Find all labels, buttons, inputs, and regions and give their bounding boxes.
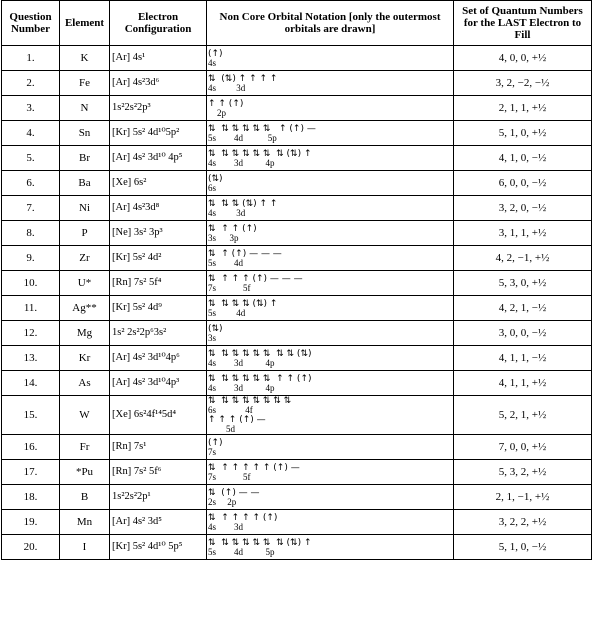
element-cell: W (60, 396, 110, 435)
question-number-cell: 3. (2, 96, 60, 121)
orbital-arrows: (⇅) (208, 173, 223, 184)
orbital-labels: 6s (208, 182, 217, 193)
orbital-notation-cell (207, 171, 454, 196)
orbital-arrows: ⇅ ↑ ↑ ↑ ↑ (↑) (208, 512, 278, 523)
orbital-labels: 3s 3p (208, 232, 239, 243)
element-cell: Ag** (60, 296, 110, 321)
orbital-labels: 5s 4d (208, 307, 246, 318)
orbital-labels: 7s (208, 446, 217, 457)
quantum-numbers-cell: 4, 1, 1, −½ (454, 346, 592, 371)
orbital-arrows: ⇅ ⇅ ⇅ ⇅ ⇅ ⇅ ⇅ (⇅) ↑ (208, 537, 312, 548)
orbital-arrows: ⇅ ⇅ ⇅ ⇅ ⇅ ⇅ ⇅ (⇅) ↑ (208, 148, 312, 159)
table-row (2, 510, 592, 535)
element-cell: Mn (60, 510, 110, 535)
quantum-numbers-cell: 5, 2, 1, +½ (454, 396, 592, 435)
header-row (2, 1, 592, 46)
quantum-numbers-cell: 5, 1, 0, −½ (454, 535, 592, 560)
table-row (2, 146, 592, 171)
quantum-numbers-cell: 7, 0, 0, +½ (454, 435, 592, 460)
orbital-labels: 2p (208, 107, 226, 118)
orbital-labels: 7s 5f (208, 471, 251, 482)
table-body (2, 46, 592, 560)
element-cell: As (60, 371, 110, 396)
header-quantum-numbers: Set of Quantum Numbers for the LAST Electron to Fill (454, 1, 592, 46)
question-number-cell: 15. (2, 396, 60, 435)
table-row (2, 296, 592, 321)
table-row (2, 460, 592, 485)
orbital-notation-cell (207, 435, 454, 460)
orbital-labels: 4s 3d (208, 521, 244, 532)
header-electron-configuration: Electron Configuration (110, 1, 207, 46)
table-row (2, 321, 592, 346)
element-cell: Sn (60, 121, 110, 146)
orbital-arrows: (⇅) (208, 323, 223, 334)
table-row (2, 271, 592, 296)
orbital-labels: 5s 4d 5p (208, 546, 275, 557)
question-number-cell: 19. (2, 510, 60, 535)
orbital-notation-cell (207, 71, 454, 96)
question-number-cell: 20. (2, 535, 60, 560)
orbital-notation-cell (207, 321, 454, 346)
quantum-numbers-cell: 2, 1, −1, +½ (454, 485, 592, 510)
question-number-cell: 13. (2, 346, 60, 371)
question-number-cell: 10. (2, 271, 60, 296)
table-row (2, 371, 592, 396)
orbital-labels: 4s 3d 4p (208, 382, 275, 393)
electron-configuration-cell: 1s²2s²2p¹ (110, 485, 207, 510)
element-cell: *Pu (60, 460, 110, 485)
quantum-numbers-cell: 4, 2, −1, +½ (454, 246, 592, 271)
table-row (2, 535, 592, 560)
quantum-numbers-cell: 4, 1, 0, −½ (454, 146, 592, 171)
question-number-cell: 8. (2, 221, 60, 246)
element-cell: P (60, 221, 110, 246)
question-number-cell: 14. (2, 371, 60, 396)
question-number-cell: 4. (2, 121, 60, 146)
question-number-cell: 12. (2, 321, 60, 346)
orbital-arrows: ⇅ ⇅ ⇅ ⇅ ⇅ ⇅ ↑ (↑) — (208, 123, 316, 134)
electron-configuration-cell: [Ar] 4s²3d⁸ (110, 196, 207, 221)
orbital-arrows: ⇅ ↑ ↑ (↑) (208, 223, 257, 234)
question-number-cell: 16. (2, 435, 60, 460)
electron-configuration-cell: [Ar] 4s² 3d⁵ (110, 510, 207, 535)
question-number-cell: 5. (2, 146, 60, 171)
orbital-arrows: (↑) (208, 48, 223, 59)
quantum-numbers-cell: 4, 0, 0, +½ (454, 46, 592, 71)
electron-configuration-cell: [Kr] 5s² 4d¹⁰5p² (110, 121, 207, 146)
question-number-cell: 6. (2, 171, 60, 196)
element-cell: Fe (60, 71, 110, 96)
orbital-arrows: ⇅ ⇅ ⇅ ⇅ ⇅ ⇅ ⇅ ⇅ (208, 396, 292, 406)
electron-configuration-cell: [Xe] 6s² (110, 171, 207, 196)
orbital-notation-cell (207, 121, 454, 146)
quantum-numbers-cell: 6, 0, 0, −½ (454, 171, 592, 196)
quantum-numbers-cell: 5, 1, 0, +½ (454, 121, 592, 146)
orbital-labels: 4s 3d (208, 82, 246, 93)
orbital-labels: 4s 3d 4p (208, 357, 275, 368)
quantum-numbers-cell: 3, 1, 1, +½ (454, 221, 592, 246)
element-cell: U* (60, 271, 110, 296)
table-row (2, 346, 592, 371)
orbital-labels: 6s 4f (208, 405, 253, 415)
orbital-labels-second-line: 5d (208, 424, 235, 434)
question-number-cell: 1. (2, 46, 60, 71)
header-question-number: Question Number (2, 1, 60, 46)
table-row (2, 485, 592, 510)
electron-configuration-cell: [Rn] 7s² 5f⁴ (110, 271, 207, 296)
quantum-numbers-cell: 5, 3, 2, +½ (454, 460, 592, 485)
element-cell: Zr (60, 246, 110, 271)
table-row (2, 71, 592, 96)
element-cell: B (60, 485, 110, 510)
quantum-numbers-cell: 4, 1, 1, +½ (454, 371, 592, 396)
element-cell: Mg (60, 321, 110, 346)
electron-configuration-cell: [Ne] 3s² 3p³ (110, 221, 207, 246)
electron-configuration-cell: [Ar] 4s² 3d¹⁰ 4p⁵ (110, 146, 207, 171)
quantum-numbers-cell: 5, 3, 0, +½ (454, 271, 592, 296)
element-cell: K (60, 46, 110, 71)
table-row (2, 171, 592, 196)
table-row (2, 121, 592, 146)
electron-configuration-cell: [Rn] 7s¹ (110, 435, 207, 460)
orbital-notation-cell (207, 296, 454, 321)
orbital-arrows: ⇅ ⇅ ⇅ ⇅ ⇅ ⇅ ⇅ ⇅ (⇅) (208, 348, 312, 359)
orbital-labels: 5s 4d (208, 257, 244, 268)
orbital-notation-cell (207, 221, 454, 246)
element-cell: N (60, 96, 110, 121)
orbital-arrows: ⇅ ⇅ ⇅ ⇅ (⇅) ↑ (208, 298, 278, 309)
electron-configuration-cell: 1s²2s²2p³ (110, 96, 207, 121)
electron-configuration-cell: [Ar] 4s¹ (110, 46, 207, 71)
orbital-notation-cell (207, 96, 454, 121)
table-row (2, 435, 592, 460)
electron-configuration-cell: [Rn] 7s² 5f⁶ (110, 460, 207, 485)
quantum-numbers-cell: 2, 1, 1, +½ (454, 96, 592, 121)
orbital-arrows: ⇅ (↑) — — (208, 487, 260, 498)
orbital-arrows: ⇅ ↑ ↑ ↑ ↑ ↑ (↑) — (208, 462, 300, 473)
question-number-cell: 9. (2, 246, 60, 271)
electron-configuration-cell: [Kr] 5s² 4d⁹ (110, 296, 207, 321)
orbital-labels: 3s (208, 332, 217, 343)
element-cell: Ba (60, 171, 110, 196)
electron-configuration-cell: [Ar] 4s² 3d¹⁰4p³ (110, 371, 207, 396)
orbital-labels: 5s 4d 5p (208, 132, 277, 143)
orbital-notation-cell (207, 271, 454, 296)
orbital-labels: 4s 3d 4p (208, 157, 275, 168)
electron-configuration-cell: [Ar] 4s² 3d¹⁰4p⁶ (110, 346, 207, 371)
element-cell: I (60, 535, 110, 560)
table-row (2, 396, 592, 435)
quantum-numbers-cell: 3, 2, 2, +½ (454, 510, 592, 535)
table-row (2, 221, 592, 246)
element-cell: Ni (60, 196, 110, 221)
orbital-notation-cell (207, 396, 454, 435)
quantum-numbers-table (1, 0, 592, 560)
orbital-notation-cell (207, 46, 454, 71)
orbital-labels: 4s (208, 57, 217, 68)
orbital-notation-cell (207, 196, 454, 221)
quantum-numbers-cell: 3, 2, 0, −½ (454, 196, 592, 221)
table-row (2, 196, 592, 221)
orbital-notation-cell (207, 535, 454, 560)
orbital-labels: 4s 3d (208, 207, 246, 218)
orbital-notation-cell (207, 460, 454, 485)
orbital-notation-cell (207, 146, 454, 171)
quantum-numbers-cell: 3, 0, 0, −½ (454, 321, 592, 346)
orbital-arrows: ⇅ ↑ (↑) — — — (208, 248, 282, 259)
quantum-numbers-cell: 4, 2, 1, −½ (454, 296, 592, 321)
element-cell: Fr (60, 435, 110, 460)
question-number-cell: 17. (2, 460, 60, 485)
orbital-notation-cell (207, 371, 454, 396)
question-number-cell: 2. (2, 71, 60, 96)
orbital-notation-cell (207, 346, 454, 371)
orbital-arrows: ⇅ ↑ ↑ ↑ (↑) — — — (208, 273, 303, 284)
element-cell: Kr (60, 346, 110, 371)
orbital-arrows: ⇅ ⇅ ⇅ (⇅) ↑ ↑ (208, 198, 278, 209)
orbital-labels: 2s 2p (208, 496, 237, 507)
table-row (2, 96, 592, 121)
element-cell: Br (60, 146, 110, 171)
orbital-arrows: ⇅ ⇅ ⇅ ⇅ ⇅ ⇅ ↑ ↑ (↑) (208, 373, 312, 384)
orbital-labels: 7s 5f (208, 282, 251, 293)
question-number-cell: 18. (2, 485, 60, 510)
header-element: Element (60, 1, 110, 46)
table-row (2, 46, 592, 71)
orbital-arrows: ↑ ↑ (↑) (208, 98, 244, 109)
orbital-arrows: ⇅ (⇅) ↑ ↑ ↑ ↑ (208, 73, 278, 84)
electron-configuration-cell: [Kr] 5s² 4d² (110, 246, 207, 271)
electron-configuration-cell: [Xe] 6s²4f¹⁴5d⁴ (110, 396, 207, 435)
header-orbital-notation: Non Core Orbital Notation [only the outermost orbitals are drawn] (207, 1, 454, 46)
orbital-notation-cell (207, 485, 454, 510)
question-number-cell: 11. (2, 296, 60, 321)
quantum-numbers-cell: 3, 2, −2, −½ (454, 71, 592, 96)
orbital-arrows-second-line: ↑ ↑ ↑ (↑) — (208, 415, 266, 425)
orbital-notation-cell (207, 510, 454, 535)
orbital-arrows: (↑) (208, 437, 223, 448)
question-number-cell: 7. (2, 196, 60, 221)
electron-configuration-cell: [Ar] 4s²3d⁶ (110, 71, 207, 96)
electron-configuration-cell: 1s² 2s²2p⁶3s² (110, 321, 207, 346)
electron-configuration-cell: [Kr] 5s² 4d¹⁰ 5p⁵ (110, 535, 207, 560)
table-row (2, 246, 592, 271)
orbital-notation-cell (207, 246, 454, 271)
